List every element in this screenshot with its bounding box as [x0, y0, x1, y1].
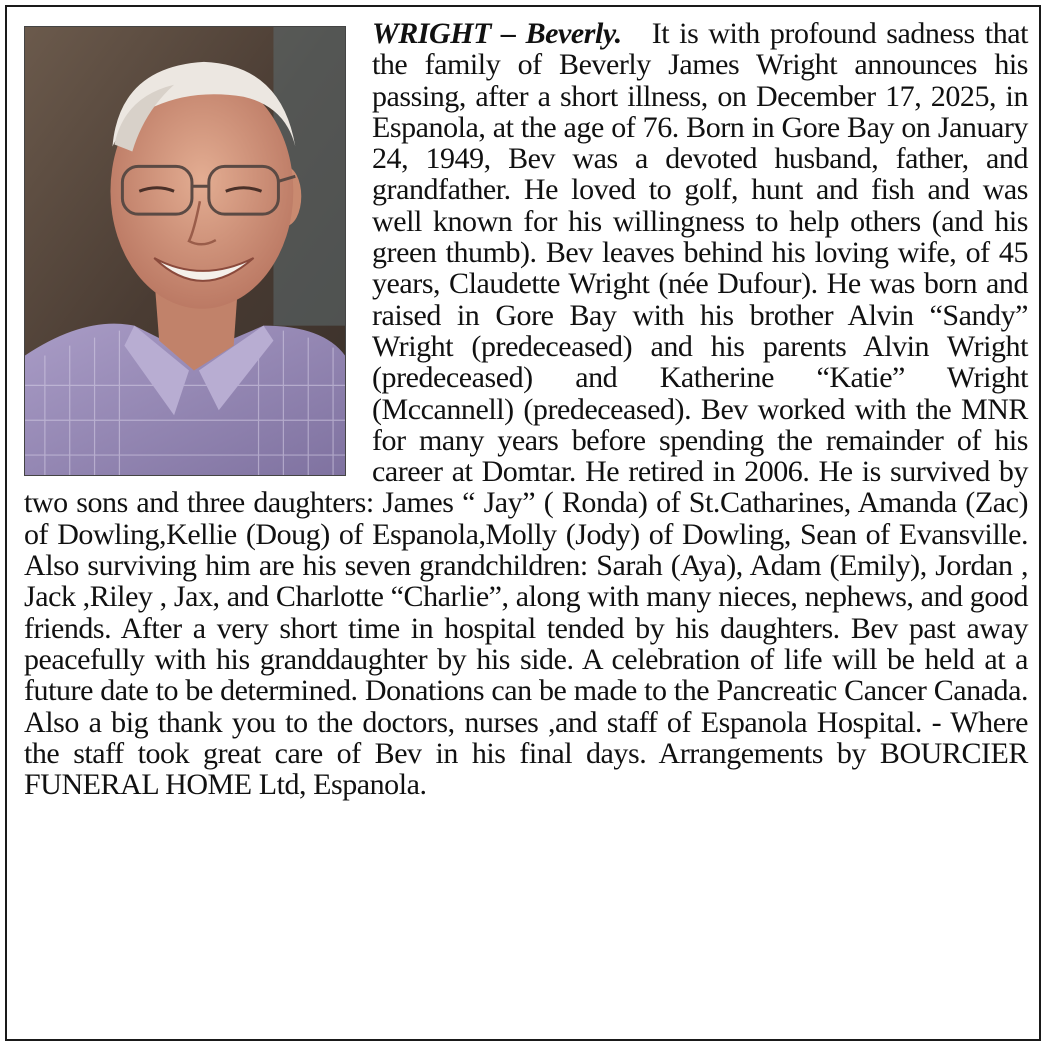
obituary-text: [24, 18, 1028, 800]
obituary-headline: WRIGHT – Beverly.: [372, 17, 622, 50]
obituary-body: It is with profound sadness that the family of Beverly James Wright announces his passing, after a short illness, on December 17, 2025, in Espanola, at the age of 76. Born in Gore Bay on January 24, 1949, Bev was a devoted husband, father, and grandfather. He loved to golf, hunt and fish and was well known for his willingness to help others (and his green thumb). Bev leaves behind his loving wife, of 45 years, Claudette Wright (née Dufour). He was born and raised in Gore Bay with his brother Alvin “Sandy” Wright (predeceased) and his parents Alvin Wright (predeceased) and Katherine “Katie” Wright (Mccannell) (predeceased). Bev worked with the MNR for many years before spending the remainder of his career at Domtar. He retired in 2006. He is survived by two sons and three daughters: James “ Jay” ( Ronda) of St.Catharines, Amanda (Zac) of Dowling,Kellie (Doug) of Espanola,Molly (Jody) of Dowling, Sean of Evansville. Also surviving him are his seven grandchildren: Sarah (Aya), Adam (Emily), Jordan , Jack ,Riley , Jax, and Charlotte “Charlie”, along with many nieces, nephews, and good friends. After a very short time in hospital tended by his daughters. Bev past away peacefully with his granddaughter by his side. A celebration of life will be held at a future date to be determined. Donations can be made to the Pancreatic Cancer Canada. Also a big thank you to the doctors, nurses ,and staff of Espanola Hospital. - Where the staff took great care of Bev in his final days. Arrangements by BOURCIER FUNERAL HOME Ltd, Espanola.: [24, 17, 1028, 802]
photo-spacer: [24, 18, 372, 482]
